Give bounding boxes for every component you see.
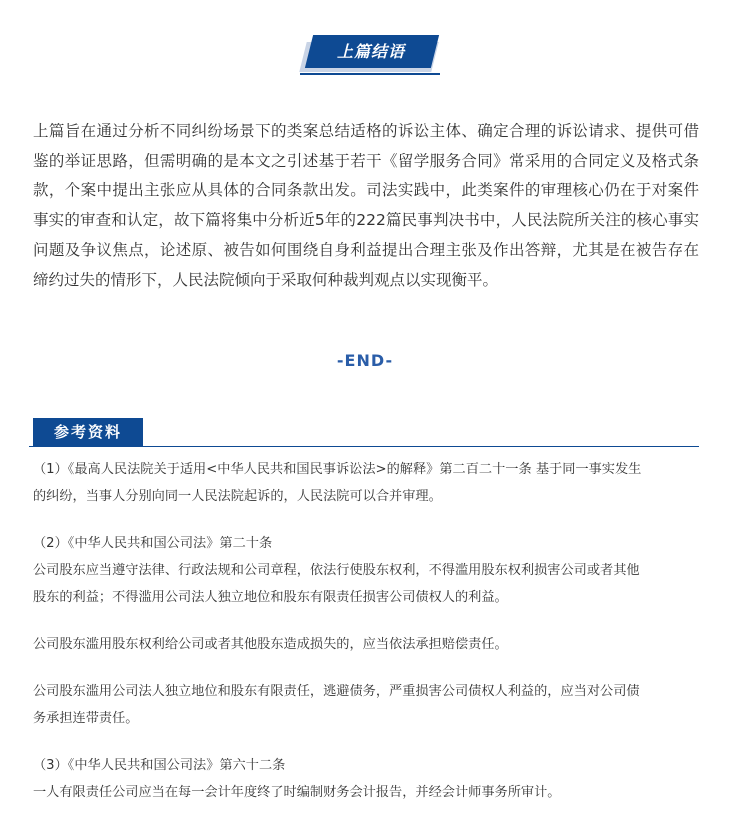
reference-3-head: （3）《中华人民共和国公司法》第六十二条 <box>33 758 286 773</box>
reference-2-head: （2）《中华人民共和国公司法》第二十条 <box>33 536 273 551</box>
reference-1-head: （1）《最高人民法院关于适用<中华人民共和国民事诉讼法>的解释》第二百二十一条 基于同一事实发生 <box>33 462 642 477</box>
references-title: 参考资料 <box>33 418 143 447</box>
section-title: 上篇结语 <box>336 42 405 61</box>
reference-2-para-3-line-1: 公司股东滥用公司法人独立地位和股东有限责任，逃避债务，严重损害公司债权人利益的，应当对公司债 <box>33 684 640 699</box>
spacer <box>33 658 703 678</box>
reference-1-cont: 的纠纷，当事人分别向同一人民法院起诉的，人民法院可以合并审理。 <box>33 489 442 504</box>
spacer <box>33 732 703 752</box>
spacer <box>33 510 703 530</box>
end-mark: -END- <box>336 351 394 370</box>
spacer <box>33 611 703 631</box>
summary-paragraph: 上篇旨在通过分析不同纠纷场景下的类案总结适格的诉讼主体、确定合理的诉讼请求、提供可借鉴的举证思路，但需明确的是本文之引述基于若干《留学服务合同》常采用的合同定义及格式条款，个案中提出主张应从具体的合同条款出发。司法实践中，此类案件的审理核心仍在于对案件事实的审查和认定，故下篇将集中分析近5年的222篇民事判决书中，人民法院所关注的核心事实问题及争议焦点，论述原、被告如何围绕自身利益提出合理主张及作出答辩，尤其是在被告存在缔约过失的情形下，人民法院倾向于采取何种裁判观点以实现衡平。 <box>33 122 699 289</box>
reference-2-para-3-line-2: 务承担连带责任。 <box>33 711 139 726</box>
references-list <box>33 456 703 806</box>
reference-3-para-1: 一人有限责任公司应当在每一会计年度终了时编制财务会计报告，并经会计师事务所审计。 <box>33 785 561 800</box>
reference-2-para-2: 公司股东滥用股东权利给公司或者其他股东造成损失的，应当依法承担赔偿责任。 <box>33 637 508 652</box>
reference-2-para-1-line-1: 公司股东应当遵守法律、行政法规和公司章程，依法行使股东权利，不得滥用股东权利损害公司或者其他 <box>33 563 640 578</box>
reference-2-para-1-line-2: 股东的利益；不得滥用公司法人独立地位和股东有限责任损害公司债权人的利益。 <box>33 590 508 605</box>
